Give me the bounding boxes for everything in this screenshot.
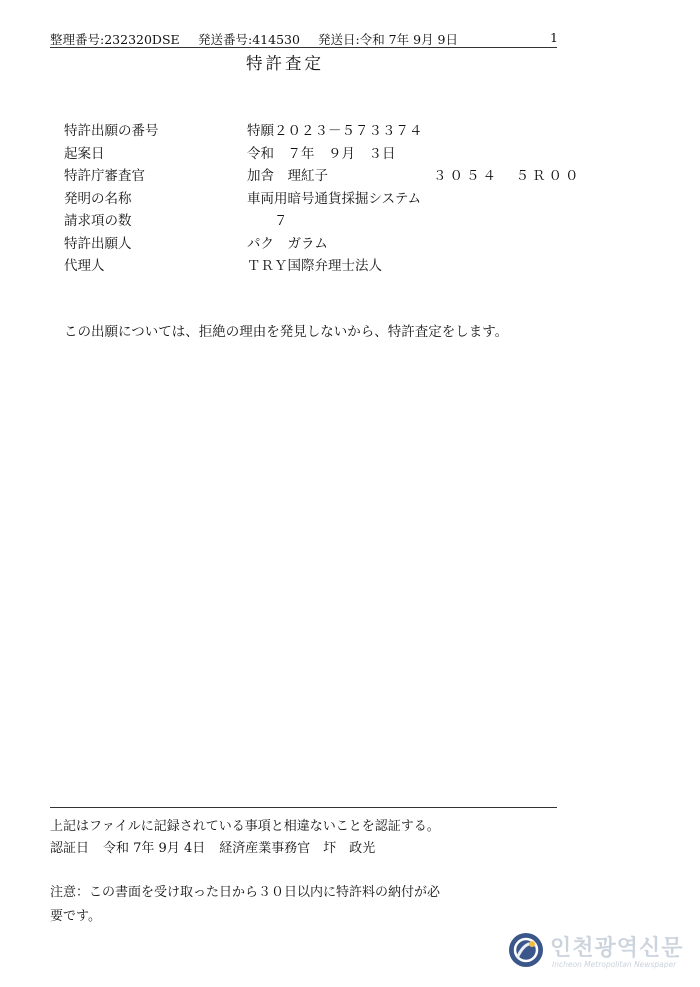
ref-number: 整理番号:232320DSE [50, 32, 180, 47]
cert-date: 令和 7年 9月 4日 [103, 841, 206, 856]
payment-notice-cont: 要です。 [50, 909, 101, 924]
field-value: 加舎 理紅子 [247, 168, 328, 184]
field-label: 特許出願人 [64, 235, 132, 252]
dispatch-date: 発送日:令和 7年 9月 9日 [318, 32, 458, 47]
certification-statement: 上記はファイルに記録されている事項と相違ないことを認証する。 [50, 819, 440, 834]
field-label: 発明の名称 [64, 190, 132, 207]
cert-label: 認証日 [50, 841, 90, 856]
footer-divider [50, 807, 557, 808]
watermark-name: 인천광역신문 [550, 936, 684, 961]
decision-statement: この出願については、拒絶の理由を発見しないから、特許査定をします。 [64, 324, 509, 340]
field-value: 車両用暗号通貨採掘システム [247, 190, 422, 207]
dispatch-number: 発送番号:414530 [198, 32, 300, 47]
field-value: ７ [247, 213, 288, 229]
document-header [50, 30, 557, 48]
page-number: 1 [550, 30, 558, 45]
field-label: 特許出願の番号 [64, 123, 159, 139]
watermark-subtitle: Incheon Metropolitan Newspaper [552, 960, 677, 969]
field-value: 令和 ７年 ９月 ３日 [247, 145, 396, 162]
examiner-code: ３０５４ ５Ｒ００ [433, 168, 582, 184]
newspaper-watermark [508, 930, 688, 974]
field-label: 請求項の数 [64, 213, 132, 229]
payment-notice: 注意：この書面を受け取った日から３０日以内に特許料の納付が必 [50, 885, 441, 900]
field-value: パク ガラム [247, 235, 328, 252]
newspaper-logo-icon [508, 932, 544, 968]
cert-officer: 経済産業事務官 圷 政光 [219, 841, 376, 856]
field-value: ＴＲＹ国際弁理士法人 [247, 258, 382, 274]
certification-line [50, 837, 389, 856]
field-label: 特許庁審査官 [64, 168, 145, 184]
field-value: 特願２０２３－５７３３７４ [247, 123, 423, 139]
field-label: 起案日 [64, 145, 105, 162]
field-label: 代理人 [64, 258, 105, 274]
header-divider [50, 47, 557, 48]
page-title: 特許査定 [246, 54, 324, 73]
